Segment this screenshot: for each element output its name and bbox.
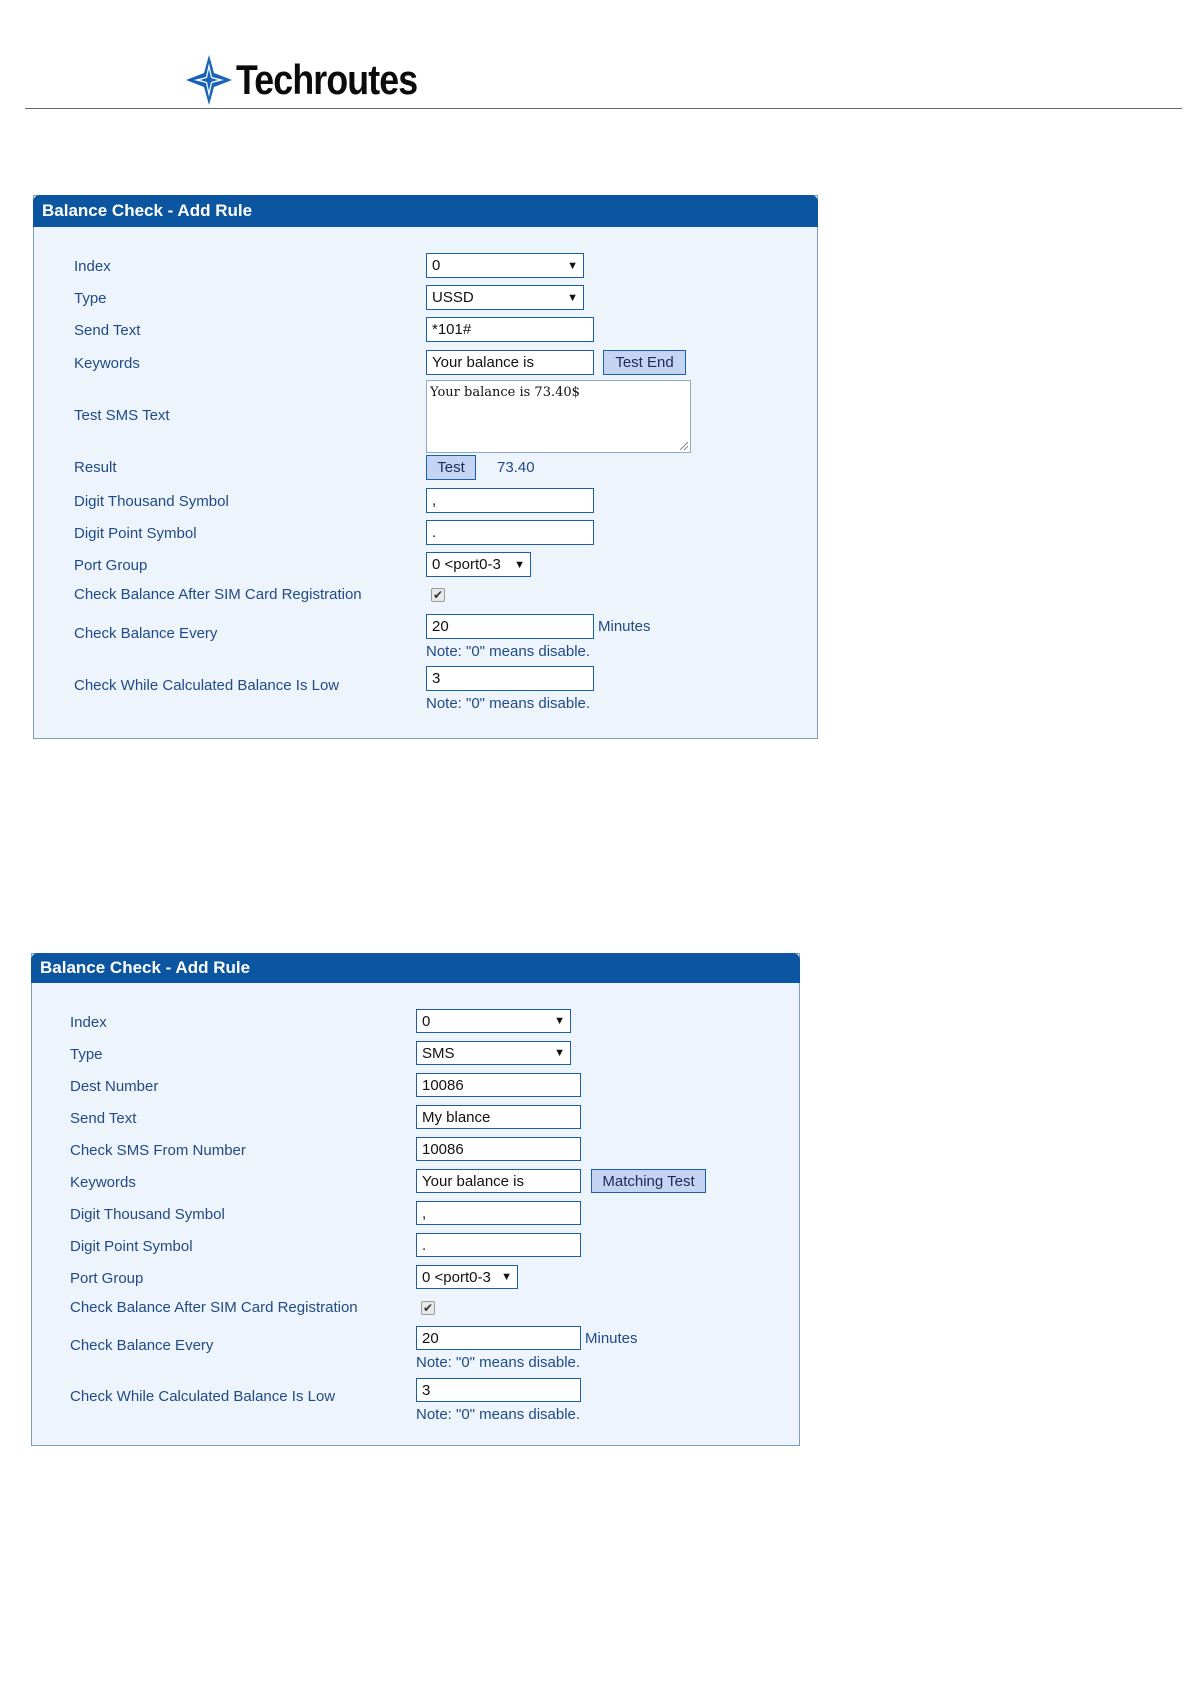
balance-check-panel-sms <box>31 953 800 1446</box>
index-select[interactable] <box>416 1009 571 1033</box>
brand-logo <box>186 52 449 108</box>
digit-thousand-label: Digit Thousand Symbol <box>74 493 229 510</box>
chevron-down-icon: ▼ <box>567 259 578 272</box>
digit-point-input[interactable]: . <box>416 1233 581 1257</box>
check-low-note: Note: "0" means disable. <box>416 1406 581 1423</box>
resize-grip-icon[interactable] <box>679 441 688 450</box>
check-every-note: Note: "0" means disable. <box>426 643 591 660</box>
digit-point-label: Digit Point Symbol <box>74 525 197 542</box>
index-label: Index <box>70 1014 107 1031</box>
check-low-input[interactable]: 3 <box>416 1378 581 1402</box>
port-group-label: Port Group <box>70 1270 144 1287</box>
index-value: 0 <box>432 257 441 274</box>
send-text-label: Send Text <box>70 1110 137 1127</box>
index-label: Index <box>74 258 111 275</box>
check-after-reg-checkbox[interactable] <box>421 1301 435 1315</box>
check-after-reg-label: Check Balance After SIM Card Registration <box>70 1299 358 1316</box>
chevron-down-icon: ▼ <box>554 1015 565 1027</box>
type-value: SMS <box>422 1044 455 1062</box>
check-every-label: Check Balance Every <box>74 625 218 642</box>
port-group-label: Port Group <box>74 557 148 574</box>
digit-point-input[interactable]: . <box>426 520 594 545</box>
keywords-label: Keywords <box>70 1174 136 1191</box>
balance-check-panel-ussd <box>33 195 818 739</box>
dest-number-input[interactable]: 10086 <box>416 1073 581 1097</box>
panel-title-text: Balance Check - Add Rule <box>40 958 251 977</box>
dest-number-label: Dest Number <box>70 1078 159 1095</box>
check-low-label: Check While Calculated Balance Is Low <box>70 1388 336 1405</box>
check-every-input[interactable]: 20 <box>426 614 594 639</box>
check-every-label: Check Balance Every <box>70 1337 214 1354</box>
brand-name: Techroutes <box>236 56 418 103</box>
check-every-input[interactable]: 20 <box>416 1326 581 1350</box>
chevron-down-icon: ▼ <box>514 558 525 571</box>
check-sms-from-label: Check SMS From Number <box>70 1142 246 1159</box>
result-value: 73.40 <box>497 459 535 476</box>
send-text-input[interactable]: *101# <box>426 317 594 342</box>
test-button[interactable]: Test <box>426 455 476 480</box>
result-label: Result <box>74 459 117 476</box>
check-after-reg-checkbox[interactable] <box>431 588 445 602</box>
chevron-down-icon: ▼ <box>554 1047 565 1059</box>
keywords-label: Keywords <box>74 355 140 372</box>
check-low-label: Check While Calculated Balance Is Low <box>74 677 340 694</box>
port-group-value: 0 <port0-3 <box>432 556 501 573</box>
type-select[interactable] <box>426 285 584 310</box>
check-every-unit: Minutes <box>598 618 651 635</box>
test-sms-text-value: Your balance is 73.40$ <box>430 385 580 400</box>
port-group-select[interactable] <box>416 1265 518 1289</box>
test-sms-textarea[interactable] <box>426 380 691 453</box>
check-every-note: Note: "0" means disable. <box>416 1354 581 1371</box>
send-text-label: Send Text <box>74 322 141 339</box>
panel-title <box>31 953 800 983</box>
digit-thousand-label: Digit Thousand Symbol <box>70 1206 225 1223</box>
type-label: Type <box>70 1046 103 1063</box>
index-value: 0 <box>422 1012 431 1030</box>
matching-test-button[interactable]: Matching Test <box>591 1169 706 1193</box>
chevron-down-icon: ▼ <box>501 1271 512 1283</box>
port-group-value: 0 <port0-3 <box>422 1268 491 1286</box>
type-select[interactable] <box>416 1041 571 1065</box>
checkmark-icon: ✔ <box>432 588 444 602</box>
port-group-select[interactable] <box>426 552 531 577</box>
check-low-note: Note: "0" means disable. <box>426 695 591 712</box>
checkmark-icon: ✔ <box>422 1301 434 1315</box>
chevron-down-icon: ▼ <box>567 291 578 304</box>
keywords-input[interactable]: Your balance is <box>416 1169 581 1193</box>
keywords-input[interactable]: Your balance is <box>426 350 594 375</box>
panel-title <box>33 195 818 227</box>
compass-star-icon <box>186 55 232 105</box>
type-value: USSD <box>432 289 474 306</box>
test-sms-text-label: Test SMS Text <box>74 407 170 424</box>
test-end-button[interactable]: Test End <box>603 350 686 375</box>
digit-thousand-input[interactable]: , <box>426 488 594 513</box>
index-select[interactable] <box>426 253 584 278</box>
panel-title-text: Balance Check - Add Rule <box>42 201 253 220</box>
check-every-unit: Minutes <box>585 1330 638 1347</box>
check-sms-from-input[interactable]: 10086 <box>416 1137 581 1161</box>
header-divider <box>25 108 1182 109</box>
send-text-input[interactable]: My blance <box>416 1105 581 1129</box>
digit-thousand-input[interactable]: , <box>416 1201 581 1225</box>
type-label: Type <box>74 290 107 307</box>
check-low-input[interactable]: 3 <box>426 666 594 691</box>
digit-point-label: Digit Point Symbol <box>70 1238 193 1255</box>
check-after-reg-label: Check Balance After SIM Card Registration <box>74 586 362 603</box>
